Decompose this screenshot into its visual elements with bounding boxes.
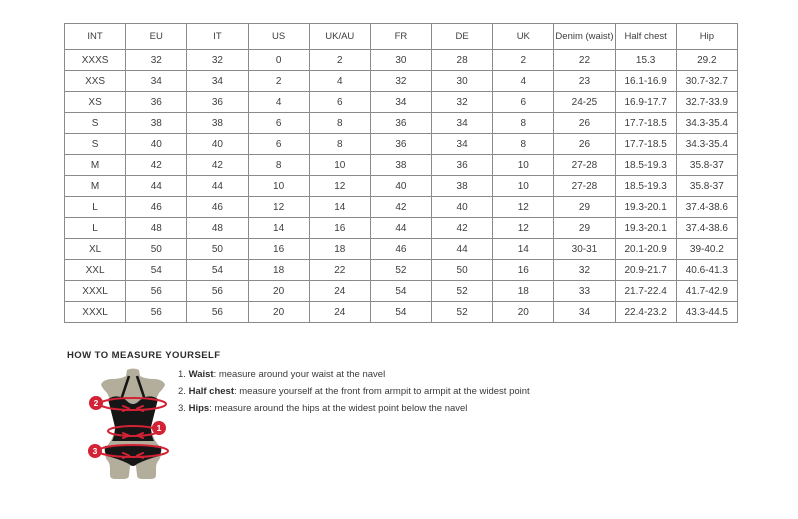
table-cell: 32 <box>554 260 615 281</box>
table-cell: 29 <box>554 197 615 218</box>
table-cell: 18.5-19.3 <box>615 155 676 176</box>
table-cell: 36 <box>370 134 431 155</box>
table-cell: 6 <box>248 113 309 134</box>
table-cell: 40 <box>126 134 187 155</box>
table-row <box>65 302 738 323</box>
table-cell: 34 <box>187 71 248 92</box>
table-cell: 36 <box>432 155 493 176</box>
table-cell: 2 <box>248 71 309 92</box>
table-cell: 44 <box>187 176 248 197</box>
table-cell: 28 <box>432 50 493 71</box>
table-cell: 54 <box>370 302 431 323</box>
table-row <box>65 113 738 134</box>
table-cell: 22.4-23.2 <box>615 302 676 323</box>
table-cell: XXS <box>65 71 126 92</box>
table-row <box>65 176 738 197</box>
table-cell: 40 <box>370 176 431 197</box>
table-row <box>65 218 738 239</box>
table-cell: 46 <box>187 197 248 218</box>
table-cell: 32 <box>126 50 187 71</box>
table-cell: 14 <box>248 218 309 239</box>
table-cell: 10 <box>493 155 554 176</box>
table-cell: 34.3-35.4 <box>676 113 737 134</box>
table-cell: 8 <box>309 134 370 155</box>
table-cell: 54 <box>370 281 431 302</box>
table-cell: 4 <box>493 71 554 92</box>
table-cell: 8 <box>309 113 370 134</box>
table-cell: 36 <box>187 92 248 113</box>
table-cell: 18.5-19.3 <box>615 176 676 197</box>
step-number: 3. <box>178 403 186 414</box>
table-cell: 48 <box>126 218 187 239</box>
table-cell: M <box>65 155 126 176</box>
measure-step-hips <box>178 403 530 420</box>
column-header: UK <box>493 24 554 50</box>
table-cell: 10 <box>309 155 370 176</box>
column-header: EU <box>126 24 187 50</box>
table-cell: 18 <box>248 260 309 281</box>
table-cell: 36 <box>370 113 431 134</box>
table-cell: 24 <box>309 302 370 323</box>
table-cell: 6 <box>309 92 370 113</box>
table-cell: 8 <box>248 155 309 176</box>
table-cell: 8 <box>493 134 554 155</box>
step-label: Waist <box>188 369 214 380</box>
table-cell: 42 <box>370 197 431 218</box>
table-cell: 29 <box>554 218 615 239</box>
measure-step-waist <box>178 369 530 386</box>
table-cell: 20 <box>248 281 309 302</box>
column-header: Denim (waist) <box>554 24 615 50</box>
table-cell: 50 <box>126 239 187 260</box>
table-cell: 44 <box>370 218 431 239</box>
table-cell: 20 <box>493 302 554 323</box>
table-cell: 20.1-20.9 <box>615 239 676 260</box>
table-cell: 12 <box>309 176 370 197</box>
table-cell: 34 <box>432 113 493 134</box>
table-cell: XS <box>65 92 126 113</box>
table-row <box>65 197 738 218</box>
table-cell: 32 <box>370 71 431 92</box>
table-cell: 56 <box>126 281 187 302</box>
table-cell: 12 <box>493 218 554 239</box>
measure-steps-list <box>178 369 530 420</box>
table-cell: 35.8-37 <box>676 155 737 176</box>
column-header: Hip <box>676 24 737 50</box>
table-row <box>65 92 738 113</box>
table-cell: M <box>65 176 126 197</box>
table-cell: 32.7-33.9 <box>676 92 737 113</box>
table-cell: 17.7-18.5 <box>615 113 676 134</box>
table-cell: 21.7-22.4 <box>615 281 676 302</box>
table-cell: 34 <box>432 134 493 155</box>
table-cell: 27-28 <box>554 176 615 197</box>
table-cell: 19.3-20.1 <box>615 197 676 218</box>
table-row <box>65 239 738 260</box>
table-cell: 37.4-38.6 <box>676 218 737 239</box>
table-cell: 2 <box>493 50 554 71</box>
table-cell: 46 <box>370 239 431 260</box>
table-cell: 46 <box>126 197 187 218</box>
table-cell: 41.7-42.9 <box>676 281 737 302</box>
table-cell: 42 <box>432 218 493 239</box>
table-cell: 42 <box>126 155 187 176</box>
table-cell: 8 <box>493 113 554 134</box>
table-cell: 34 <box>554 302 615 323</box>
table-row <box>65 155 738 176</box>
table-cell: 54 <box>126 260 187 281</box>
table-row <box>65 260 738 281</box>
size-chart-body <box>65 50 738 323</box>
step-text: : measure around your waist at the navel <box>213 369 386 380</box>
table-cell: 4 <box>248 92 309 113</box>
table-cell: 40 <box>187 134 248 155</box>
table-cell: 40 <box>432 197 493 218</box>
table-cell: 32 <box>187 50 248 71</box>
table-cell: 36 <box>126 92 187 113</box>
table-cell: 12 <box>248 197 309 218</box>
table-cell: S <box>65 134 126 155</box>
figure-badge-half-chest: 2 <box>89 396 103 410</box>
table-cell: 22 <box>309 260 370 281</box>
table-cell: 44 <box>126 176 187 197</box>
table-cell: 56 <box>126 302 187 323</box>
table-cell: XXL <box>65 260 126 281</box>
table-cell: 0 <box>248 50 309 71</box>
table-cell: L <box>65 218 126 239</box>
table-cell: 29.2 <box>676 50 737 71</box>
column-header: US <box>248 24 309 50</box>
table-cell: XXXS <box>65 50 126 71</box>
table-cell: 18 <box>309 239 370 260</box>
table-cell: 52 <box>370 260 431 281</box>
table-cell: 48 <box>187 218 248 239</box>
table-cell: 10 <box>493 176 554 197</box>
table-cell: L <box>65 197 126 218</box>
table-cell: 32 <box>432 92 493 113</box>
table-row <box>65 134 738 155</box>
table-cell: 20 <box>248 302 309 323</box>
table-cell: 56 <box>187 302 248 323</box>
table-cell: 26 <box>554 134 615 155</box>
table-cell: 26 <box>554 113 615 134</box>
table-cell: 34.3-35.4 <box>676 134 737 155</box>
table-cell: 6 <box>248 134 309 155</box>
measure-title: HOW TO MEASURE YOURSELF <box>67 350 221 361</box>
table-cell: 2 <box>309 50 370 71</box>
table-cell: 4 <box>309 71 370 92</box>
table-cell: 30 <box>370 50 431 71</box>
column-header: INT <box>65 24 126 50</box>
table-cell: 14 <box>309 197 370 218</box>
table-cell: S <box>65 113 126 134</box>
step-number: 1. <box>178 369 186 380</box>
mannequin-illustration <box>85 367 185 485</box>
table-cell: 37.4-38.6 <box>676 197 737 218</box>
table-cell: 14 <box>493 239 554 260</box>
table-cell: 18 <box>493 281 554 302</box>
step-label: Half chest <box>188 386 234 397</box>
table-cell: 42 <box>187 155 248 176</box>
table-cell: 52 <box>432 281 493 302</box>
table-cell: 24 <box>309 281 370 302</box>
figure-badge-waist: 1 <box>152 421 166 435</box>
table-cell: 56 <box>187 281 248 302</box>
table-cell: 6 <box>493 92 554 113</box>
table-cell: XXXL <box>65 281 126 302</box>
measure-step-half-chest <box>178 386 530 403</box>
step-number: 2. <box>178 386 186 397</box>
table-cell: 33 <box>554 281 615 302</box>
table-cell: 38 <box>126 113 187 134</box>
table-cell: 15.3 <box>615 50 676 71</box>
how-to-measure-section <box>67 348 727 508</box>
column-header: DE <box>432 24 493 50</box>
table-cell: 16.1-16.9 <box>615 71 676 92</box>
column-header: Half chest <box>615 24 676 50</box>
step-label: Hips <box>188 403 210 414</box>
table-cell: 50 <box>187 239 248 260</box>
measurement-figure <box>85 367 185 485</box>
table-cell: 17.7-18.5 <box>615 134 676 155</box>
size-chart-table <box>64 23 738 323</box>
table-cell: 16 <box>309 218 370 239</box>
table-cell: 27-28 <box>554 155 615 176</box>
table-cell: 38 <box>187 113 248 134</box>
table-cell: 44 <box>432 239 493 260</box>
table-cell: 19.3-20.1 <box>615 218 676 239</box>
table-cell: 50 <box>432 260 493 281</box>
table-cell: 10 <box>248 176 309 197</box>
table-row <box>65 71 738 92</box>
step-text: : measure around the hips at the widest point below the navel <box>209 403 468 414</box>
table-cell: 35.8-37 <box>676 176 737 197</box>
table-cell: 24-25 <box>554 92 615 113</box>
table-cell: 38 <box>370 155 431 176</box>
table-cell: 16 <box>248 239 309 260</box>
table-cell: 38 <box>432 176 493 197</box>
table-cell: 30.7-32.7 <box>676 71 737 92</box>
size-chart-header <box>65 24 738 50</box>
table-cell: 20.9-21.7 <box>615 260 676 281</box>
table-cell: 43.3-44.5 <box>676 302 737 323</box>
table-cell: 34 <box>370 92 431 113</box>
table-cell: 16.9-17.7 <box>615 92 676 113</box>
table-cell: 39-40.2 <box>676 239 737 260</box>
column-header: IT <box>187 24 248 50</box>
figure-badge-hips: 3 <box>88 444 102 458</box>
table-row <box>65 281 738 302</box>
header-row <box>65 24 738 50</box>
table-cell: XXXL <box>65 302 126 323</box>
column-header: UK/AU <box>309 24 370 50</box>
column-header: FR <box>370 24 431 50</box>
table-cell: 34 <box>126 71 187 92</box>
table-cell: 23 <box>554 71 615 92</box>
table-row <box>65 50 738 71</box>
table-cell: 22 <box>554 50 615 71</box>
table-cell: 12 <box>493 197 554 218</box>
table-cell: 30 <box>432 71 493 92</box>
step-text: : measure yourself at the front from armpit to armpit at the widest point <box>233 386 530 397</box>
table-cell: 30-31 <box>554 239 615 260</box>
table-cell: XL <box>65 239 126 260</box>
table-cell: 16 <box>493 260 554 281</box>
table-cell: 54 <box>187 260 248 281</box>
table-cell: 40.6-41.3 <box>676 260 737 281</box>
table-cell: 52 <box>432 302 493 323</box>
